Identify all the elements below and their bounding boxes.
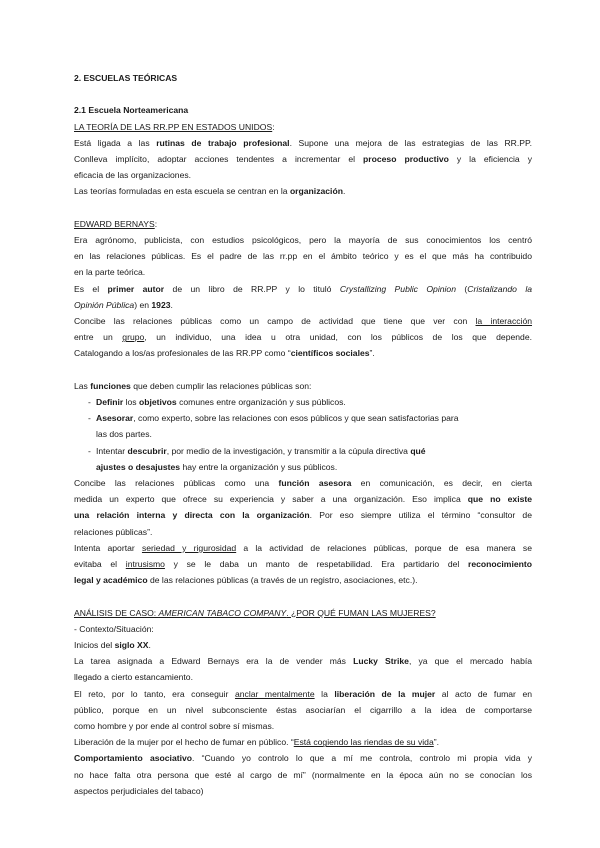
paragraph-line: llegado a cierto estancamiento. bbox=[74, 672, 193, 683]
paragraph-line: en la parte teórica. bbox=[74, 267, 146, 278]
list-item-continuation: las dos partes. bbox=[96, 429, 152, 440]
paragraph-line: El reto, por lo tanto, era conseguir anclar mentalmente la liberación de la mujer al acto de fumar en bbox=[74, 688, 533, 699]
paragraph-line: Comportamiento asociativo. “Cuando yo controlo lo que a mí me controla, controlo mi propia vida y bbox=[74, 753, 532, 764]
caso-heading: ANÁLISIS DE CASO: AMERICAN TABACO COMPANY. ¿POR QUÉ FUMAN LAS MUJERES? bbox=[74, 607, 436, 618]
paragraph-line: evitaba el intrusismo y se le daba un manto de respetabilidad. Era partidario del reconocimiento bbox=[74, 559, 532, 570]
list-item: - Definir los objetivos comunes entre organización y sus públicos. bbox=[88, 397, 346, 408]
paragraph-line: en las relaciones públicas. Es el padre de las rr.pp en el ámbito teórico y es el que más ha contribuido bbox=[74, 251, 532, 262]
section-title: 2. ESCUELAS TEÓRICAS bbox=[74, 73, 178, 83]
paragraph-line: Conlleva implícito, adoptar acciones tendentes a incrementar el proceso productivo y la eficiencia y bbox=[74, 154, 532, 164]
paragraph-line: Inicios del siglo XX. bbox=[74, 640, 151, 651]
paragraph-line: Era agrónomo, publicista, con estudios psicológicos, pero la mayoría de sus conocimientos los centró bbox=[74, 235, 532, 245]
teoria-heading: LA TEORÍA DE LAS RR.PP EN ESTADOS UNIDOS: bbox=[74, 121, 275, 132]
paragraph-line: Está ligada a las rutinas de trabajo profesional. Supone una mejora de las estrategias de las RR.PP. bbox=[74, 137, 533, 148]
list-item-continuation: ajustes o desajustes hay entre la organización y sus públicos. bbox=[96, 461, 338, 472]
bernays-heading: EDWARD BERNAYS: bbox=[74, 218, 158, 229]
bernays-heading-text: EDWARD BERNAYS bbox=[74, 218, 155, 229]
paragraph-line: Liberación de la mujer por el hecho de fumar en público. “Está cogiendo las riendas de su vida”. bbox=[74, 737, 439, 748]
paragraph-line: público, porque en un nivel subconsciente éstas asociarían el cigarrillo a la idea de comportarse bbox=[74, 704, 532, 715]
paragraph-line: entre un grupo, un individuo, una idea u otra unidad, con los públicos de los que depende. bbox=[74, 332, 532, 343]
paragraph-line: Concibe las relaciones públicas como una función asesora en comunicación, es decir, en cierta bbox=[74, 478, 532, 489]
paragraph-line: no hace falta otra persona que esté al cargo de mí” (normalmente en la época aún no se conocían los bbox=[74, 769, 532, 780]
list-item: - Asesorar, como experto, sobre las relaciones con esos públicos y que sean satisfactorias para bbox=[88, 413, 459, 424]
paragraph-line: Concibe las relaciones públicas como un campo de actividad que tiene que ver con la interacción bbox=[74, 316, 533, 327]
paragraph-line: una relación interna y directa con la organización. Por eso siempre utiliza el término “consultor de bbox=[74, 510, 532, 521]
teoria-heading-text: LA TEORÍA DE LAS RR.PP EN ESTADOS UNIDOS bbox=[74, 121, 273, 132]
paragraph-line: como hombre y por ende al control sobre sí mismas. bbox=[74, 721, 275, 732]
subsection-title: 2.1 Escuela Norteamericana bbox=[74, 105, 189, 116]
paragraph-line: Intenta aportar seriedad y rigurosidad a la actividad de relaciones públicas, porque de esa manera se bbox=[74, 542, 532, 553]
paragraph-line: La tarea asignada a Edward Bernays era la de vender más Lucky Strike, ya que el mercado había bbox=[74, 656, 533, 667]
paragraph-line: Es el primer autor de un libro de RR.PP y lo tituló Crystallizing Public Opinion (Cristalizando la bbox=[74, 283, 533, 294]
funciones-intro: Las funciones que deben cumplir las relaciones públicas son: bbox=[74, 380, 312, 391]
caso-context-label: - Contexto/Situación: bbox=[74, 623, 154, 634]
list-item: - Intentar descubrir, por medio de la investigación, y transmitir a la cúpula directiva qué bbox=[88, 445, 426, 456]
paragraph-line: Catalogando a los/as profesionales de las RR.PP como “científicos sociales”. bbox=[74, 348, 375, 359]
paragraph-line: legal y académico de las relaciones públicas (a través de un registro, asociaciones, etc.). bbox=[74, 575, 418, 586]
paragraph-line: aspectos perjudiciales del tabaco) bbox=[74, 785, 204, 796]
paragraph-line: relaciones públicas”. bbox=[74, 526, 153, 537]
paragraph-line: medida un experto que ofrece su experiencia y saber a una organización. Eso implica que no existe bbox=[74, 494, 533, 505]
paragraph-line: eficacia de las organizaciones. bbox=[74, 170, 192, 181]
document-body bbox=[74, 70, 532, 799]
paragraph-line: Opinión Pública) en 1923. bbox=[74, 299, 173, 310]
paragraph-line: Las teorías formuladas en esta escuela se centran en la organización. bbox=[74, 186, 346, 197]
